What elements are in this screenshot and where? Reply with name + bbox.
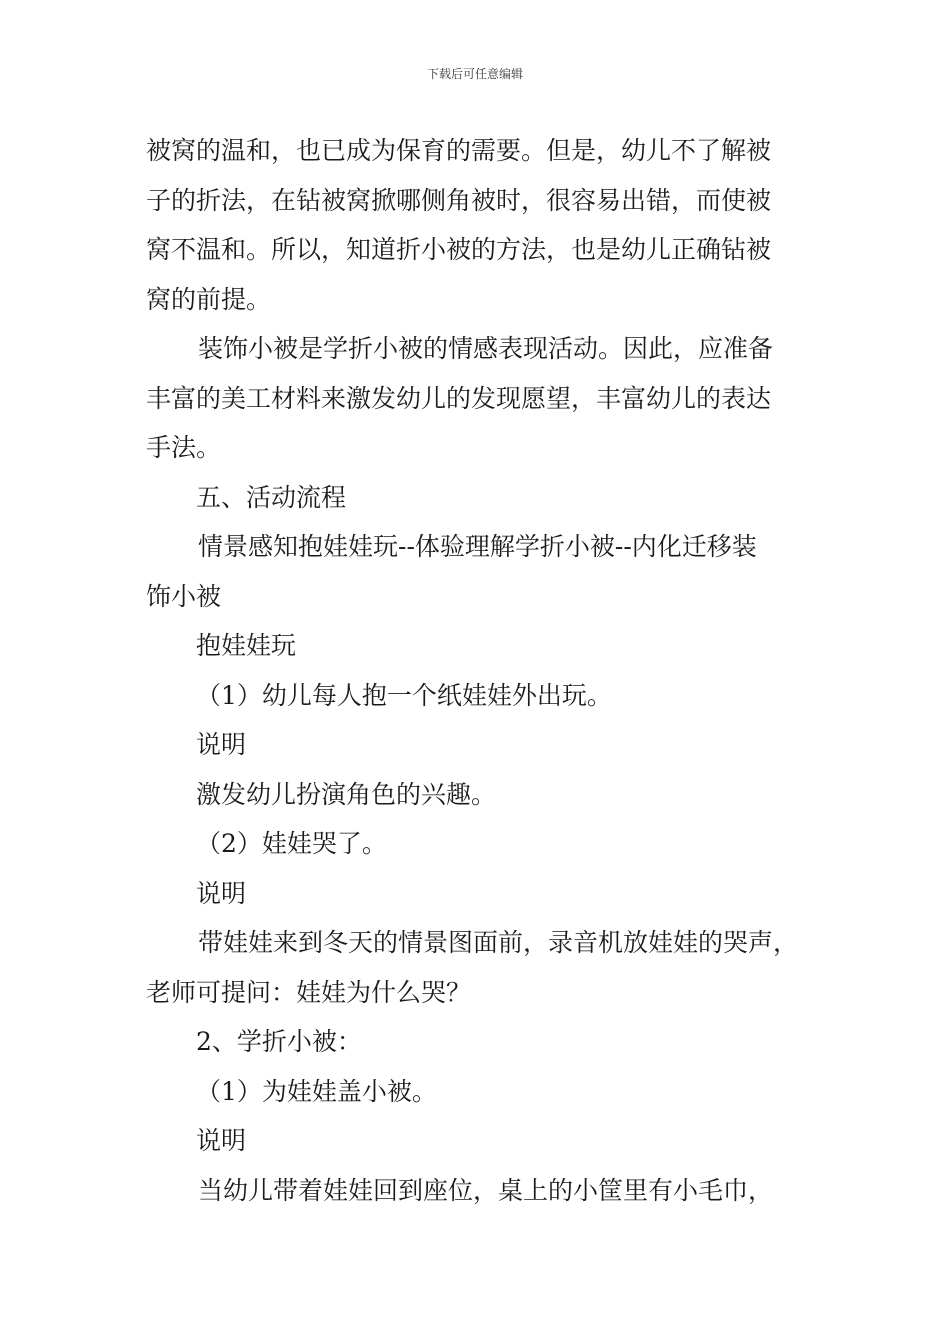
text-line: 饰小被	[146, 581, 222, 611]
text-line: 带娃娃来到冬天的情景图面前，录音机放娃娃的哭声，	[198, 928, 799, 957]
text-line: 说明	[196, 730, 247, 759]
text-line: 装饰小被是学折小被的情感表现活动。因此，应准备	[198, 334, 774, 363]
text-line: 窝不温和。所以，知道折小被的方法，也是幼儿正确钻被	[146, 235, 772, 264]
document-body	[146, 126, 818, 1215]
text-line: 激发幼儿扮演角色的兴趣。	[196, 779, 497, 809]
text-line: 子的折法，在钻被窝掀哪侧角被时，很容易出错，而使被	[146, 185, 772, 215]
text-line: 被窝的温和，也已成为保育的需要。但是，幼儿不了解被	[146, 136, 772, 165]
section-heading: 五、活动流程	[196, 482, 347, 512]
text-line: 当幼儿带着娃娃回到座位，桌上的小筐里有小毛巾，	[198, 1175, 774, 1205]
text-line: （1）幼儿每人抱一个纸娃娃外出玩。	[196, 680, 612, 710]
page-header: 下载后可任意编辑	[426, 67, 523, 81]
text-line: 丰富的美工材料来激发幼儿的发现愿望，丰富幼儿的表达	[146, 383, 772, 413]
text-line: 窝的前提。	[146, 284, 272, 314]
text-line: 说明	[196, 878, 247, 908]
text-line: 情景感知抱娃娃玩--体验理解学折小被--内化迁移装	[198, 532, 757, 561]
text-line: （2）娃娃哭了。	[196, 829, 387, 858]
text-line: 老师可提问：娃娃为什么哭？	[146, 977, 472, 1007]
text-line: 手法。	[146, 433, 222, 462]
text-line: 抱娃娃玩	[196, 631, 297, 660]
text-line: 2、学折小被：	[196, 1027, 362, 1056]
text-line: （1）为娃娃盖小被。	[196, 1076, 437, 1106]
text-line: 说明	[196, 1126, 247, 1155]
